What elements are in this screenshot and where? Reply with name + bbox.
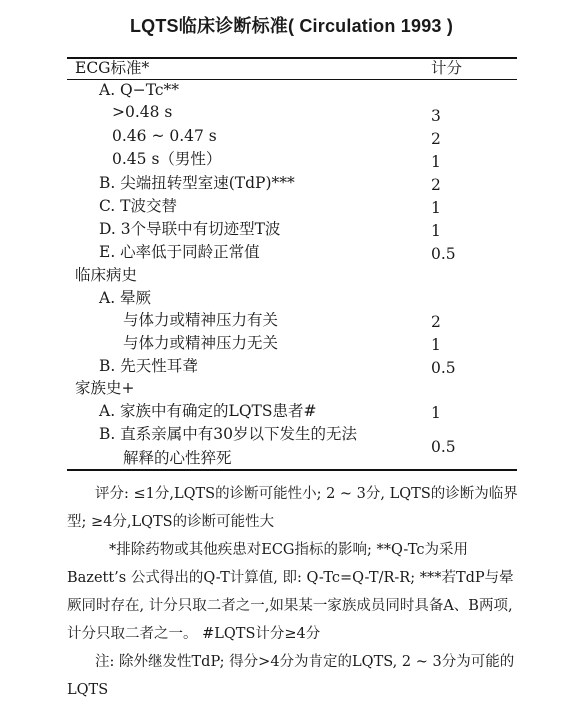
- row-label: 解释的心性猝死: [123, 449, 232, 467]
- row-label: E. 心率低于同龄正常值: [99, 243, 260, 261]
- table-title: LQTS临床诊断标准( Circulation 1993 ): [129, 16, 454, 36]
- row-label: B. 先天性耳聋: [99, 357, 198, 375]
- row-score: 2: [431, 176, 441, 194]
- row-label: 与体力或精神压力有关: [123, 311, 279, 329]
- row-score: 1: [431, 404, 441, 422]
- header-criteria: ECG标准*: [75, 59, 150, 77]
- row-label: C. T波交替: [99, 197, 177, 215]
- row-label: 与体力或精神压力无关: [123, 334, 279, 352]
- row-label: A. 晕厥: [99, 289, 152, 307]
- row-score: 1: [431, 222, 441, 240]
- row-score: 1: [431, 336, 441, 354]
- row-score: 3: [431, 107, 441, 125]
- notes-section: [67, 480, 527, 704]
- section-heading: 家族史+: [75, 379, 135, 397]
- section-heading: 临床病史: [75, 266, 138, 284]
- table-bottom-rule: [67, 469, 517, 471]
- row-score: 0.5: [431, 438, 456, 456]
- row-label: D. 3个导联中有切迹型T波: [99, 220, 281, 238]
- row-score: 0.5: [431, 245, 456, 263]
- row-label: A. Q−Tc**: [99, 81, 180, 99]
- scoring-note: 评分: ≤1分,LQTS的诊断可能性小; 2 ~ 3分, LQTS的诊断为临界型; ≥4分,LQTS的诊断可能性大: [67, 486, 518, 530]
- row-label: 0.45 s（男性）: [112, 150, 222, 168]
- row-label: A. 家族中有确定的LQTS患者#: [99, 402, 317, 420]
- row-score: 0.5: [431, 359, 456, 377]
- footnote: *排除药物或其他疾患对ECG指标的影响; **Q-Tc为采用Bazett’s 公式得出的Q-T计算值, 即: Q-Tc=Q-T/R-R; ***若TdP与晕厥同时存在, 计分只取二者之一,如果某一家族成员同时具备A、B两项, 计分只取二者之一。 #LQTS计分≥4分: [67, 542, 514, 642]
- header-score: 计分: [431, 59, 463, 77]
- row-label: 0.46 ~ 0.47 s: [112, 127, 217, 145]
- row-score: 2: [431, 313, 441, 331]
- row-label: B. 直系亲属中有30岁以下发生的无法: [99, 425, 357, 443]
- remark-note: 注: 除外继发性TdP; 得分>4分为肯定的LQTS, 2 ~ 3分为可能的LQTS: [67, 654, 515, 698]
- row-score: 2: [431, 130, 441, 148]
- row-score: 1: [431, 153, 441, 171]
- row-label: B. 尖端扭转型室速(TdP)***: [99, 174, 295, 192]
- row-score: 1: [431, 199, 441, 217]
- row-label: >0.48 s: [112, 103, 173, 121]
